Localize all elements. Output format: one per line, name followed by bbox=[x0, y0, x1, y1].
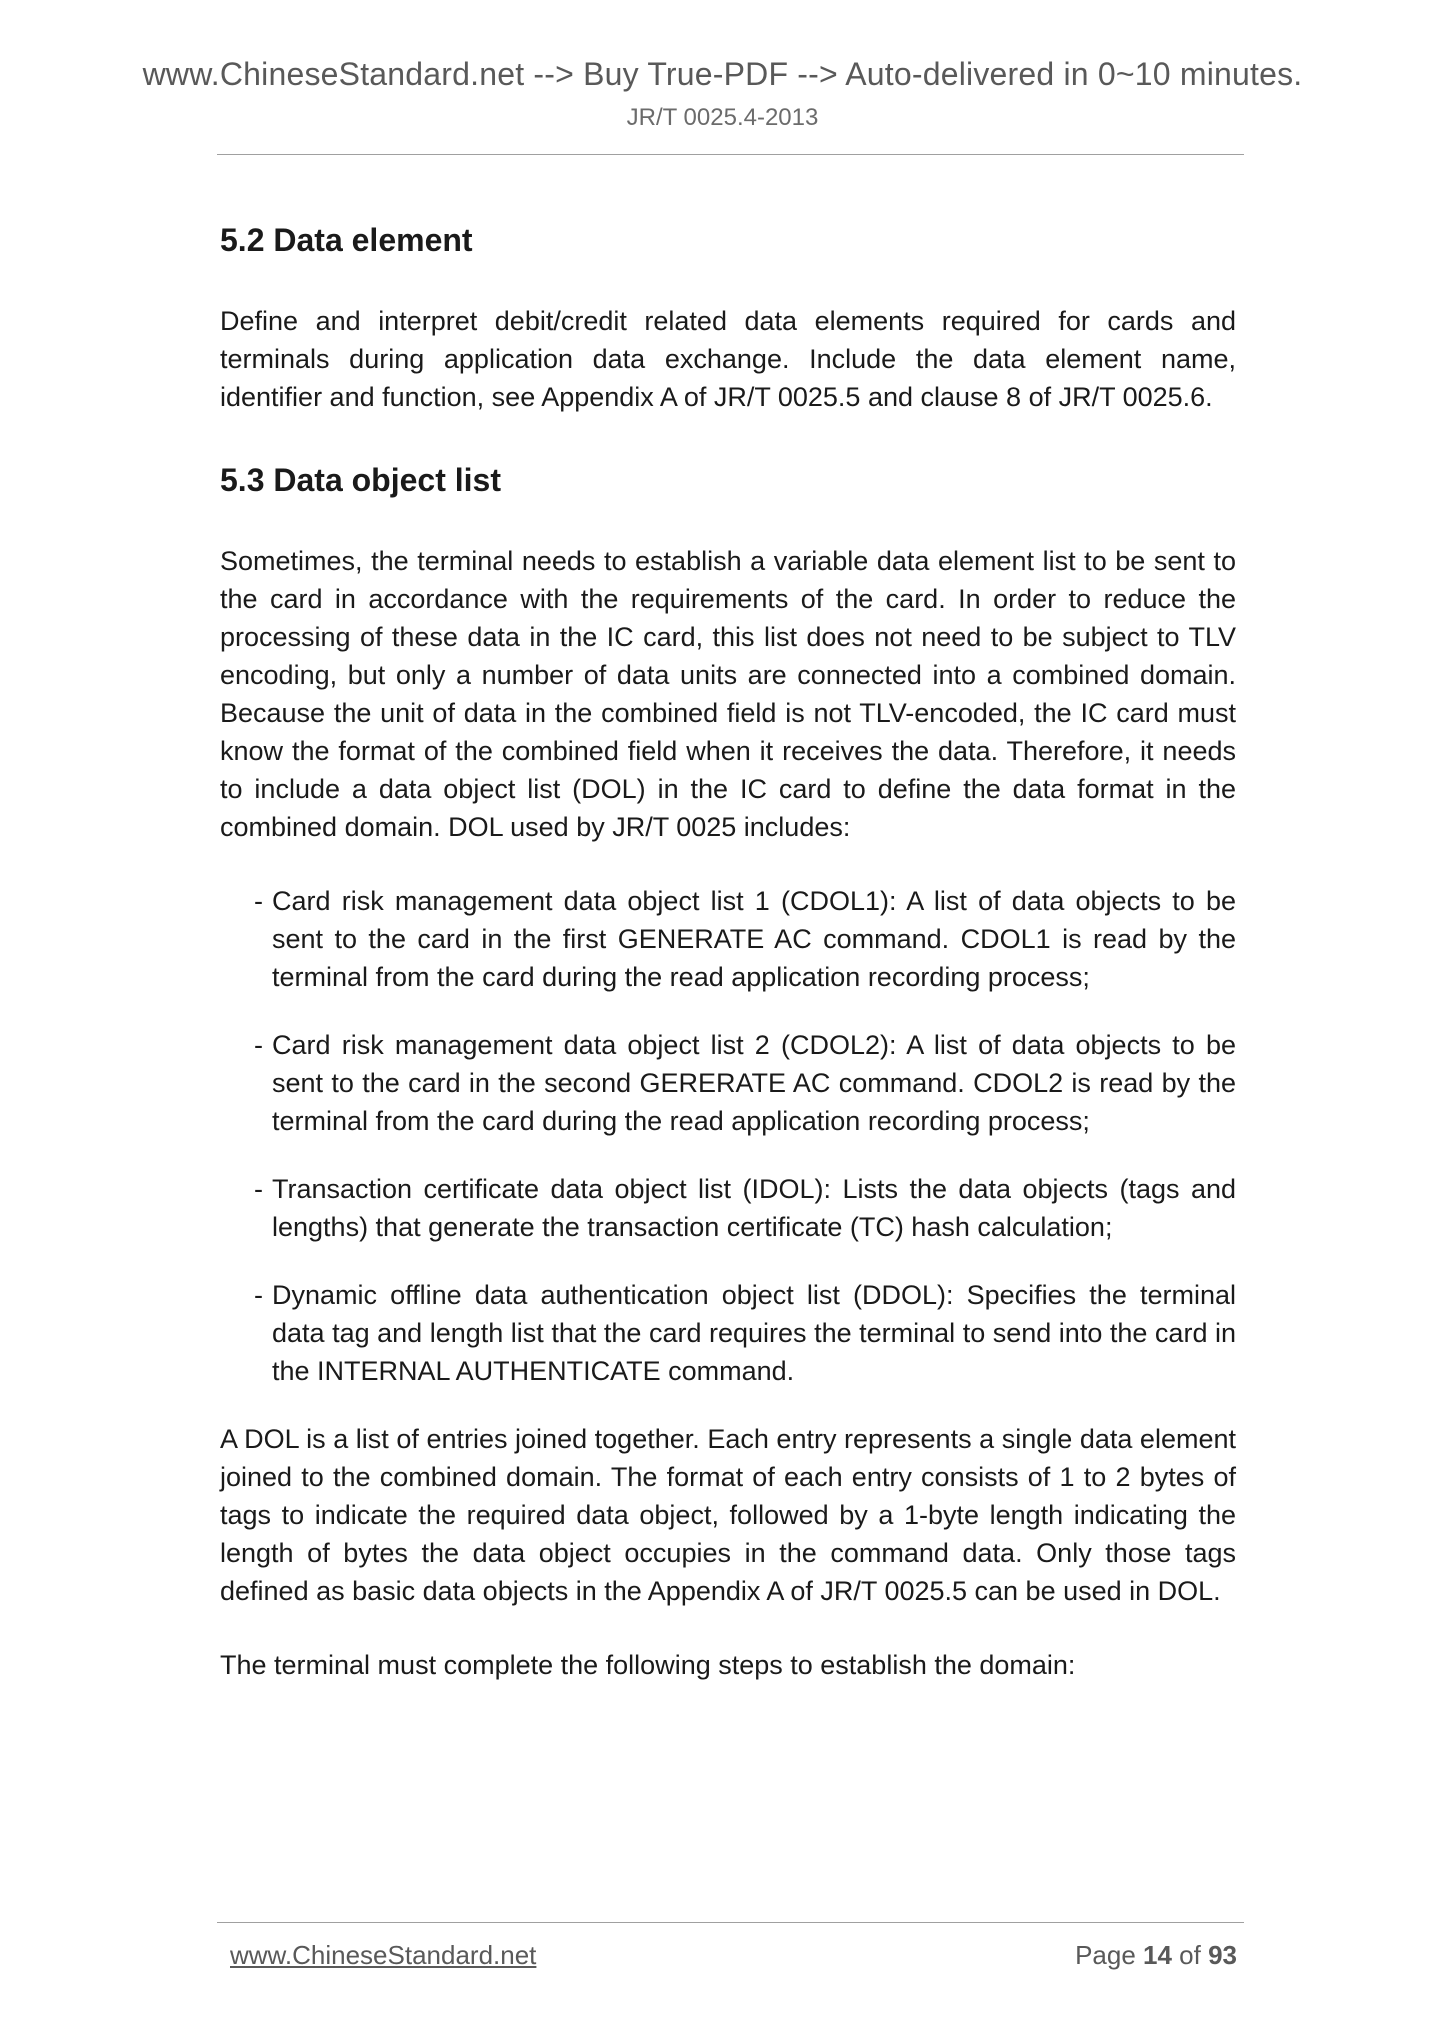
list-item: - Card risk management data object list 2 (CDOL2): A list of data objects to be sent to the card in the second GERERATE AC command. CDOL2 is read by the terminal from the card during the read application recording process; bbox=[254, 1030, 1236, 1136]
section-5-3-paragraph-3: The terminal must complete the following steps to establish the domain: bbox=[220, 1650, 1076, 1680]
total-pages: 93 bbox=[1208, 1940, 1237, 1970]
list-item-text: Transaction certificate data object list (IDOL): Lists the data objects (tags and lengths) that generate the transaction certificate (TC) hash calculation; bbox=[272, 1174, 1236, 1242]
section-5-3-paragraph: Sometimes, the terminal needs to establish a variable data element list to be sent to the card in accordance with the requirements of the card. In order to reduce the processing of these data in the IC card, this list does not need to be subject to TLV encoding, but only a number of data units are connected into a combined domain. Because the unit of data in the combined field is not TLV-encoded, the IC card must know the format of the combined field when it receives the data. Therefore, it needs to include a data object list (DOL) in the IC card to define the data format in the combined domain. DOL used by JR/T 0025 includes: bbox=[220, 546, 1236, 842]
page-number: Page 14 of 93 bbox=[1075, 1940, 1237, 1970]
list-item-text: Card risk management data object list 1 (CDOL1): A list of data objects to be sent to the card in the first GENERATE AC command. CDOL1 is read by the terminal from the card during the read application recording process; bbox=[272, 886, 1236, 992]
page-content bbox=[220, 208, 1236, 1720]
list-item-text: Card risk management data object list 2 (CDOL2): A list of data objects to be sent to the card in the second GERERATE AC command. CDOL2 is read by the terminal from the card during the read application recording process; bbox=[272, 1030, 1236, 1136]
list-item: - Dynamic offline data authentication object list (DDOL): Specifies the terminal data tag and length list that the card requires the terminal to send into the card in the INTERNAL AUTHENTICATE command. bbox=[254, 1280, 1236, 1386]
section-5-3-paragraph-2: A DOL is a list of entries joined together. Each entry represents a single data element joined to the combined domain. The format of each entry consists of 1 to 2 bytes of tags to indicate the required data object, followed by a 1-byte length indicating the length of bytes the data object occupies in the command data. Only those tags defined as basic data objects in the Appendix A of JR/T 0025.5 can be used in DOL. bbox=[220, 1424, 1236, 1606]
footer-divider bbox=[217, 1922, 1244, 1923]
section-heading-5-3: 5.3 Data object list bbox=[220, 462, 501, 498]
section-5-2-paragraph: Define and interpret debit/credit related data elements required for cards and terminals during application data exchange. Include the data element name, identifier and function, see Appendix A of JR/T 0025.5 and clause 8 of JR/T 0025.6. bbox=[220, 306, 1236, 412]
header-divider bbox=[217, 154, 1244, 155]
dol-list bbox=[220, 882, 1236, 1390]
list-item: - Card risk management data object list 1 (CDOL1): A list of data objects to be sent to the card in the first GENERATE AC command. CDOL1 is read by the terminal from the card during the read application recording process; bbox=[254, 886, 1236, 992]
section-heading-5-2: 5.2 Data element bbox=[220, 222, 473, 258]
footer-website-link[interactable]: www.ChineseStandard.net bbox=[230, 1940, 537, 1970]
document-code: JR/T 0025.4-2013 bbox=[626, 104, 819, 131]
list-item: - Transaction certificate data object list (IDOL): Lists the data objects (tags and lengths) that generate the transaction certificate (TC) hash calculation; bbox=[254, 1174, 1236, 1242]
header-banner: www.ChineseStandard.net --> Buy True-PDF --> Auto-delivered in 0~10 minutes. bbox=[142, 56, 1303, 92]
list-item-text: Dynamic offline data authentication object list (DDOL): Specifies the terminal data tag and length list that the card requires the terminal to send into the card in the INTERNAL AUTHENTICATE command. bbox=[272, 1280, 1236, 1386]
current-page: 14 bbox=[1143, 1940, 1172, 1970]
